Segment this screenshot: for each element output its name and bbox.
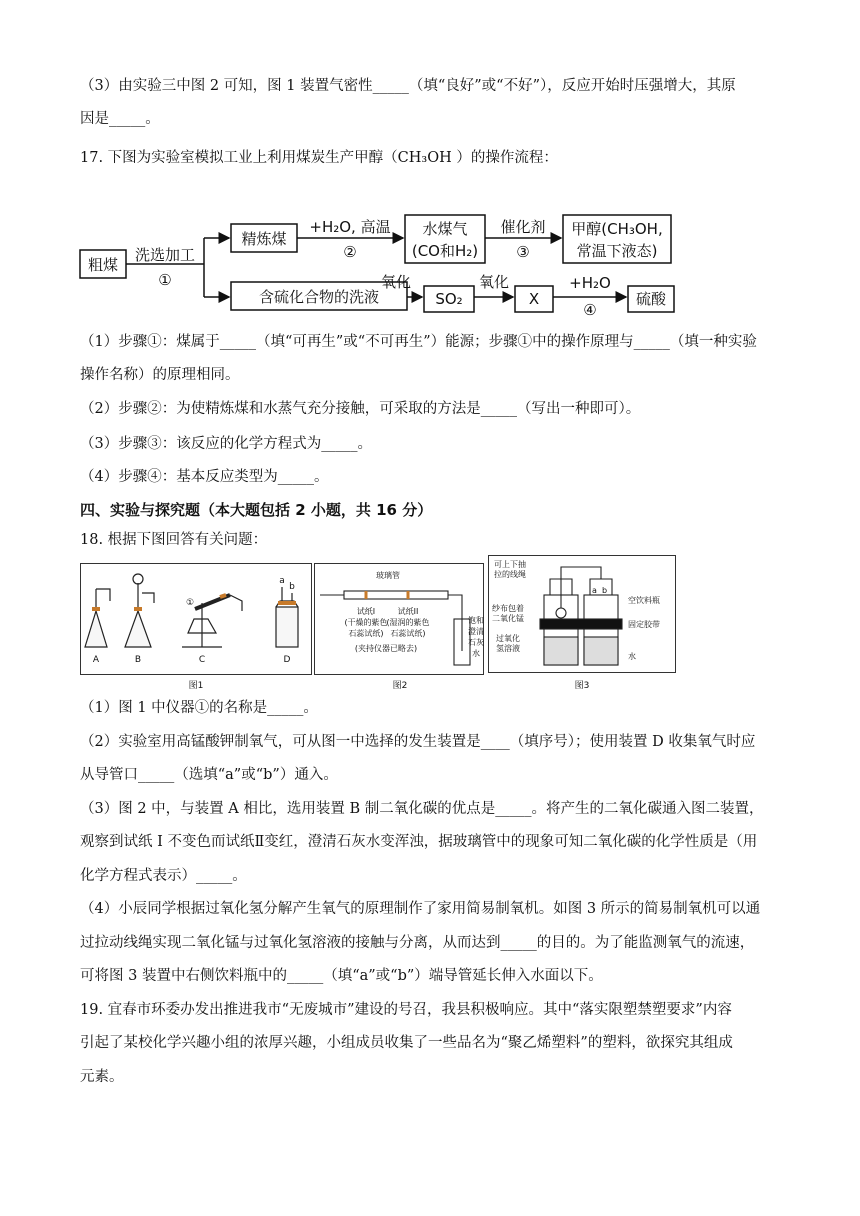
fig3-h2o2-2: 氢溶液 (496, 644, 520, 653)
flow-water-gas-1: 水煤气 (422, 220, 468, 238)
flow-raw-coal: 粗煤 (87, 256, 119, 274)
fig1-label-a: A (92, 655, 100, 665)
fig3-mno2-1: 纱布包着 (492, 604, 524, 613)
figure-2-apparatus (314, 563, 484, 675)
fig2-paper2: 试纸II (397, 607, 419, 616)
q18-part2-b: 从导管口_____（选填“a”或“b”）通入。 (80, 767, 338, 783)
section-heading: 四、实验与探究题（本大题包括 2 小题，共 16 分） (80, 501, 433, 519)
flow-sulfur-wash: 含硫化合物的洗液 (258, 288, 380, 306)
q18-part4-b: 过拉动线绳实现二氧化锰与过氧化氢溶液的接触与分离，从而达到_____的目的。为了能监测氧气的流速， (80, 935, 755, 951)
flow-oxidize-2: 氧化 (478, 273, 510, 291)
flow-step3-label: 催化剂 (500, 218, 546, 236)
fig3-rope-2: 拉的线绳 (494, 570, 526, 579)
flow-oxidize-1: 氧化 (380, 273, 412, 291)
fig1-label-c: C (198, 655, 206, 665)
fig3-mno2-2: 二氧化锰 (492, 614, 524, 623)
flow-water-gas-2: (CO和H₂) (411, 242, 479, 260)
fig2-limewater-1: 饱和 (468, 616, 484, 625)
q18-part3-c: 化学方程式表示）_____。 (80, 868, 247, 884)
q17-part1-a: （1）步骤①：煤属于_____（填“可再生”或“不可再生”）能源；步骤①中的操作原理与_____（填一种实验 (80, 334, 757, 350)
fig2-paper2-desc1: (湿润的紫色 (386, 618, 430, 627)
q18-part2-a: （2）实验室用高锰酸钾制氧气，可从图一中选择的发生装置是____（填序号）；使用装置 D 收集氧气时应 (80, 734, 756, 750)
fig3-h2o2-1: 过氧化 (496, 634, 520, 643)
fig2-tube: 玻璃管 (376, 571, 400, 580)
flow-methanol-2: 常温下液态) (576, 242, 658, 260)
flow-x: X (528, 290, 540, 308)
flow-methanol-1: 甲醇(CH₃OH, (571, 220, 663, 238)
q19-line3: 元素。 (80, 1069, 124, 1085)
fig3-port-a: a (592, 586, 597, 595)
methanol-flow-diagram (78, 205, 718, 320)
flow-step4-label: +H₂O (569, 274, 611, 292)
q17-stem: 17. 下图为实验室模拟工业上利用煤炭生产甲醇（CH₃OH ）的操作流程： (80, 150, 558, 166)
q16-line2: 因是_____。 (80, 111, 160, 127)
q19-line2: 引起了某校化学兴趣小组的浓厚兴趣，小组成员收集了一些品名为“聚乙烯塑料”的塑料，欲探究其组成 (80, 1035, 733, 1051)
q17-part1-b: 操作名称）的原理相同。 (80, 367, 240, 383)
fig2-paper2-desc2: 石蕊试纸) (390, 629, 426, 638)
fig2-caption: 图2 (392, 681, 408, 691)
fig1-port-b: b (289, 582, 295, 592)
fig3-caption: 图3 (574, 681, 590, 691)
flow-step2-num: ② (343, 243, 357, 261)
q18-part4-a: （4）小辰同学根据过氧化氢分解产生氧气的原理制作了家用简易制氧机。如图 3 所示的简易制氧机可以通 (80, 901, 761, 917)
fig2-paper1: 试纸I (356, 607, 376, 616)
fig3-water: 水 (628, 652, 636, 661)
q18-part1: （1）图 1 中仪器①的名称是_____。 (80, 700, 318, 716)
q18-part3-a: （3）图 2 中，与装置 A 相比，选用装置 B 制二氧化碳的优点是_____。将产生的二氧化碳通入图二装置， (80, 801, 764, 817)
flow-so2: SO₂ (435, 290, 463, 308)
fig1-circle-1: ① (185, 598, 195, 608)
fig3-bottle: 空饮料瓶 (628, 596, 660, 605)
q18-part4-c: 可将图 3 装置中右侧饮料瓶中的_____（填“a”或“b”）端导管延长伸入水面以下。 (80, 968, 603, 984)
q16-line1: （3）由实验三中图 2 可知，图 1 装置气密性_____（填“良好”或“不好”），反应开始时压强增大，其原 (80, 78, 736, 94)
flow-step3-num: ③ (516, 243, 530, 261)
fig2-paper1-desc2: 石蕊试纸) (348, 629, 384, 638)
flow-step1-label: 洗选加工 (134, 246, 196, 264)
fig1-caption: 图1 (188, 681, 204, 691)
figure-3-oxygen-generator (488, 555, 676, 673)
q19-line1: 19. 宜春市环委办发出推进我市“无废城市”建设的号召，我县积极响应。其中“落实限塑禁塑要求”内容 (80, 1002, 732, 1018)
q18-stem: 18. 根据下图回答有关问题： (80, 532, 268, 548)
fig2-note: (夹持仪器已略去) (354, 644, 418, 653)
flow-step4-num: ④ (583, 301, 597, 319)
fig3-rope-1: 可上下抽 (494, 560, 526, 569)
q17-part3: （3）步骤③：该反应的化学方程式为_____。 (80, 436, 372, 452)
fig2-limewater-3: 石灰 (468, 638, 484, 647)
figure-1-apparatus (80, 563, 312, 675)
flow-step1-num: ① (158, 271, 172, 289)
flow-refined-coal: 精炼煤 (241, 230, 287, 248)
fig2-limewater-4: 水 (472, 649, 480, 658)
flow-step2-label: +H₂O, 高温 (309, 218, 391, 236)
fig2-paper1-desc1: (干燥的紫色 (344, 618, 388, 627)
fig2-limewater-2: 澄清 (468, 627, 484, 636)
q17-part4: （4）步骤④：基本反应类型为_____。 (80, 469, 329, 485)
fig3-port-b: b (602, 586, 608, 595)
fig1-label-b: B (134, 655, 142, 665)
q18-part3-b: 观察到试纸 I 不变色而试纸Ⅱ变红，澄清石灰水变浑浊，据玻璃管中的现象可知二氧化碳的化学性质是（用 (80, 834, 758, 850)
flow-sulfuric-acid: 硫酸 (635, 290, 667, 308)
fig1-port-a: a (279, 576, 285, 586)
fig3-tape: 固定胶带 (628, 620, 660, 629)
q17-part2: （2）步骤②：为使精炼煤和水蒸气充分接触，可采取的方法是_____（写出一种即可）。 (80, 401, 641, 417)
fig1-label-d: D (283, 655, 291, 665)
